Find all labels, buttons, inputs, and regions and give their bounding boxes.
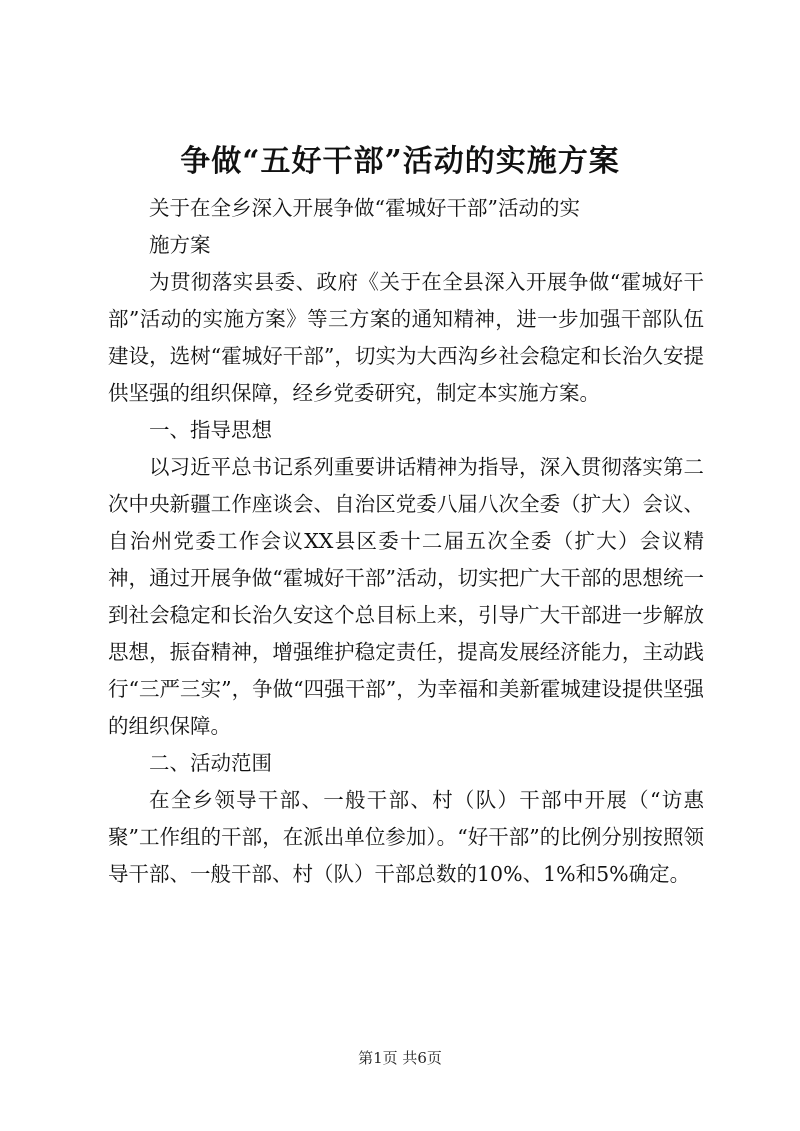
document-title: 争做“五好干部”活动的实施方案 <box>180 144 620 179</box>
subtitle-line-2: 施方案 <box>149 233 211 257</box>
section-2-paragraph: 在全乡领导干部、一般干部、村（队）干部中开展（“访惠聚”工作组的干部，在派出单位参加）。“好干部”的比例分别按照领导干部、一般干部、村（队）干部总数的10%、1%和5%确定。 <box>108 788 704 886</box>
subtitle-line-1: 关于在全乡深入开展争做“霍城好干部”活动的实 <box>149 196 580 220</box>
document-body <box>108 190 704 893</box>
intro-paragraph: 为贯彻落实县委、政府《关于在全县深入开展争做“霍城好干部”活动的实施方案》等三方案的通知精神，进一步加强干部队伍建设，选树“霍城好干部”，切实为大西沟乡社会稳定和长治久安提供坚强的组织保障，经乡党委研究，制定本实施方案。 <box>108 270 704 405</box>
section-1-heading: 一、指导思想 <box>149 418 272 442</box>
page-footer: 第1页 共6页 <box>358 1049 442 1067</box>
section-1-paragraph: 以习近平总书记系列重要讲话精神为指导，深入贯彻落实第二次中央新疆工作座谈会、自治区党委八届八次全委（扩大）会议、自治州党委工作会议XX县区委十二届五次全委（扩大）会议精神，通过开展争做“霍城好干部”活动，切实把广大干部的思想统一到社会稳定和长治久安这个总目标上来，引导广大干部进一步解放思想，振奋精神，增强维护稳定责任，提高发展经济能力，主动践行“三严三实”，争做“四强干部”，为幸福和美新霍城建设提供坚强的组织保障。 <box>108 455 704 738</box>
section-2-heading: 二、活动范围 <box>149 751 272 775</box>
